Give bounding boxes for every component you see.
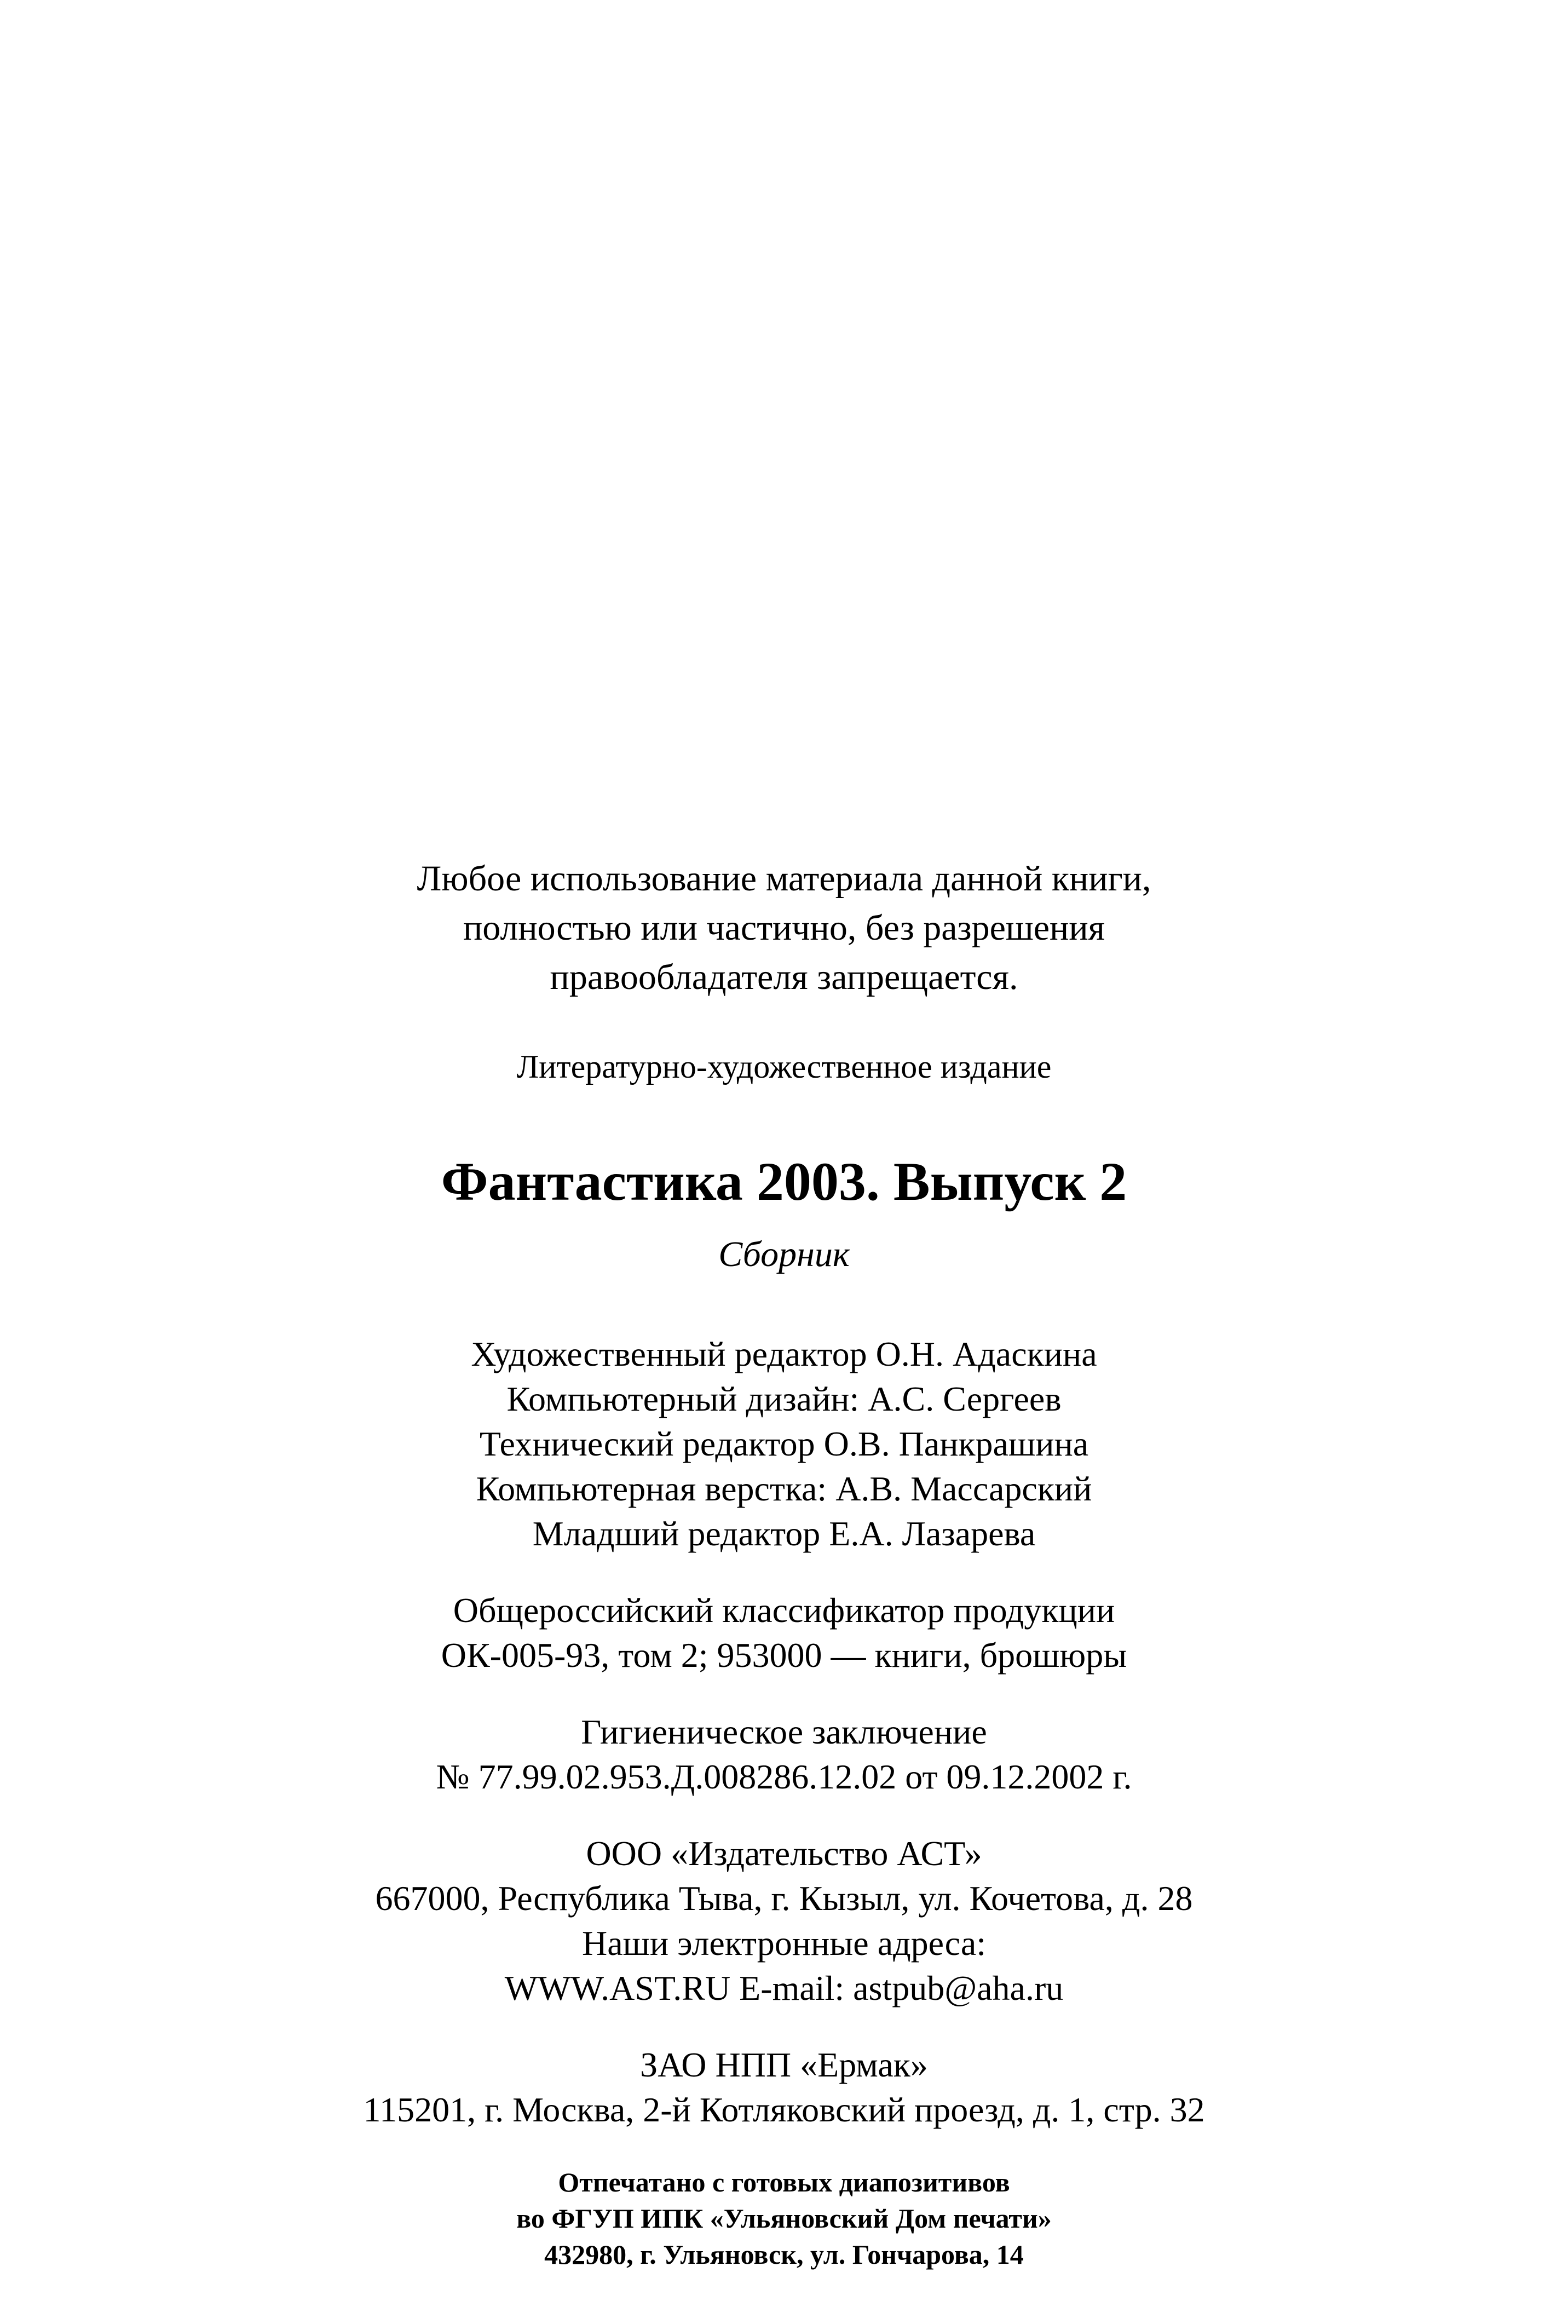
credit-line: Художественный редактор О.Н. Адаскина (471, 1334, 1097, 1373)
classifier-line: ОК-005-93, том 2; 953000 — книги, брошюры (441, 1636, 1127, 1675)
credit-line: Компьютерный дизайн: А.С. Сергеев (506, 1379, 1062, 1418)
copyright-notice-line: полностью или частично, без разрешения (463, 908, 1105, 948)
publisher-line: ООО «Издательство АСТ» (586, 1834, 982, 1873)
publisher-line: Наши электронные адреса: (581, 1924, 987, 1963)
co-publisher-block (0, 2043, 1568, 2132)
credits-list (0, 1332, 1568, 1556)
imprint-page (0, 854, 1568, 2273)
hygiene-certificate-block (0, 1710, 1568, 1799)
credit-line: Технический редактор О.В. Панкрашина (479, 1424, 1089, 1463)
printer-line: во ФГУП ИПК «Ульяновский Дом печати» (516, 2203, 1052, 2234)
copyright-notice (0, 854, 1568, 1002)
classifier-line: Общероссийский классификатор продукции (453, 1591, 1115, 1630)
edition-type: Литературно-художественное издание (516, 1049, 1052, 1085)
credit-line: Компьютерная верстка: А.В. Массарский (476, 1469, 1092, 1508)
credit-line: Младший редактор Е.А. Лазарева (532, 1514, 1036, 1553)
publisher-block (0, 1831, 1568, 2011)
co-publisher-line: ЗАО НПП «Ермак» (640, 2045, 928, 2084)
hygiene-line: № 77.99.02.953.Д.008286.12.02 от 09.12.2002 г. (436, 1757, 1132, 1796)
publisher-web-line: WWW.AST.RU E-mail: astpub@aha.ru (504, 1969, 1064, 2007)
printer-line: 432980, г. Ульяновск, ул. Гончарова, 14 (544, 2239, 1024, 2270)
printer-line: Отпечатано с готовых диапозитивов (558, 2167, 1010, 2198)
publisher-line: 667000, Республика Тыва, г. Кызыл, ул. Кочетова, д. 28 (375, 1879, 1193, 1918)
co-publisher-line: 115201, г. Москва, 2-й Котляковский проезд, д. 1, стр. 32 (363, 2090, 1205, 2129)
copyright-notice-line: Любое использование материала данной книги, (417, 859, 1151, 899)
hygiene-line: Гигиеническое заключение (581, 1712, 987, 1751)
book-title: Фантастика 2003. Выпуск 2 (441, 1151, 1127, 1212)
book-subtitle: Сборник (718, 1234, 850, 1274)
printer-block (0, 2164, 1568, 2273)
copyright-notice-line: правообладателя запрещается. (550, 957, 1018, 997)
classifier-block (0, 1588, 1568, 1678)
